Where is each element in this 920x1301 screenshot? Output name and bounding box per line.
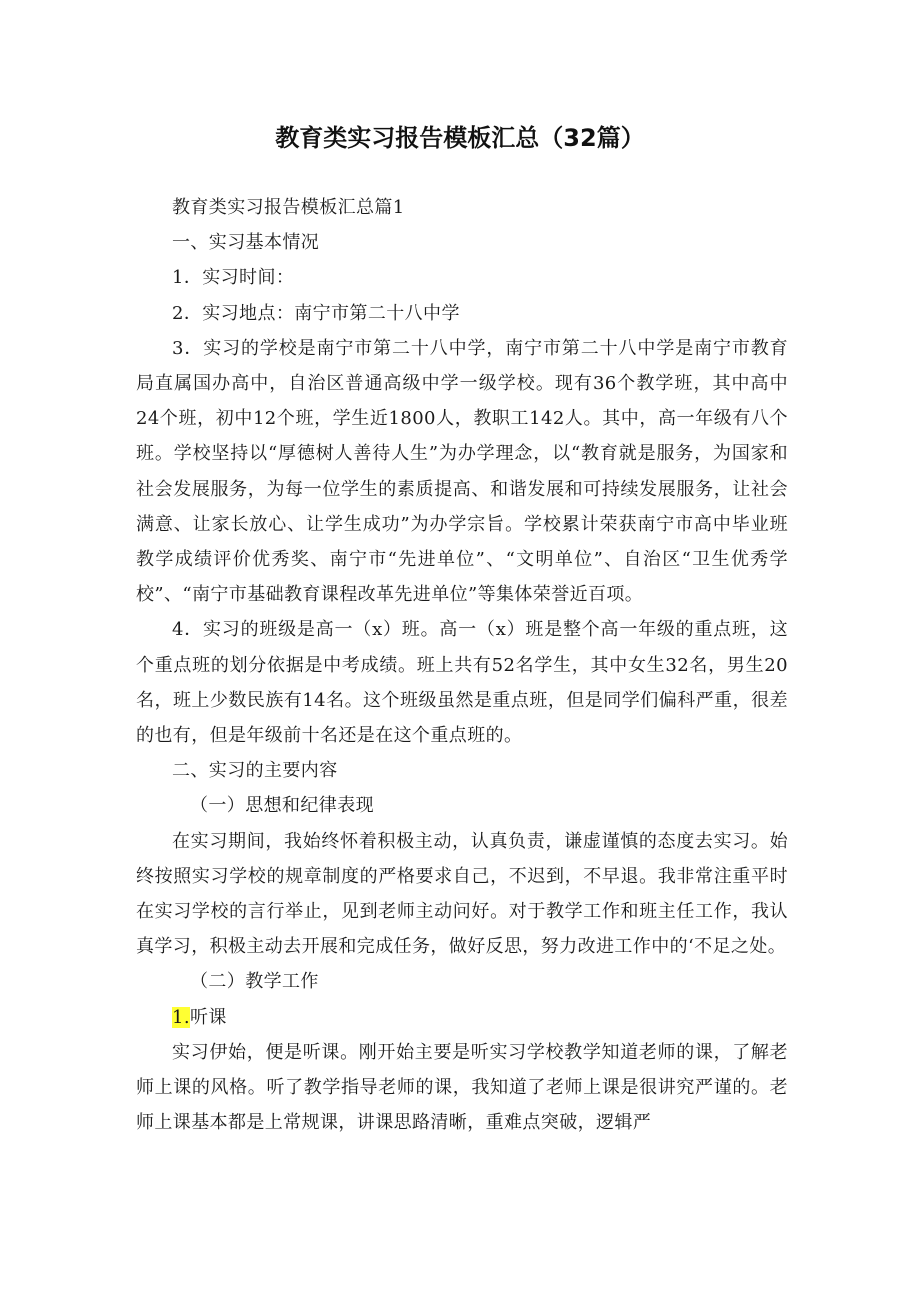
subsection-heading: （一）思想和纪律表现 — [190, 795, 374, 817]
body-paragraph: 实习伊始，便是听课。刚开始主要是听实习学校教学知道老师的课，了解老师上课的风格。听了教学指导老师的课，我知道了老师上课是很讲究严谨的。老师上课基本都是上常规课，讲课思路清晰，重难点突破，逻辑严 — [136, 1041, 788, 1134]
item-label: 听课 — [189, 1006, 227, 1028]
list-item: 1．实习时间： — [172, 267, 295, 289]
body-paragraph: 3．实习的学校是南宁市第二十八中学，南宁市第二十八中学是南宁市教育局直属国办高中，自治区普通高级中学一级学校。现有36个教学班，其中高中24个班，初中12个班，学生近1800人，教职工142人。其中，高一年级有八个班。学校坚持以“厚德树人善待人生”为办学理念，以“教育就是服务，为国家和社会发展服务，为每一位学生的素质提高、和谐发展和可持续发展服务，让社会满意、让家长放心、让学生成功”为办学宗旨。学校累计荣获南宁市高中毕业班教学成绩评价优秀奖、南宁市“先进单位”、“文明单位”、自治区“卫生优秀学校”、“南宁市基础教育课程改革先进单位”等集体荣誉近百项。 — [136, 337, 788, 606]
subsection-heading: （二）教学工作 — [190, 971, 319, 993]
document-title: 教育类实习报告模板汇总（32篇） — [275, 124, 645, 152]
list-item: 2．实习地点：南宁市第二十八中学 — [172, 302, 460, 324]
body-paragraph: 在实习期间，我始终怀着积极主动，认真负责，谦虚谨慎的态度去实习。始终按照实习学校的规章制度的严格要求自己，不迟到，不早退。我非常注重平时在实习学校的言行举止，见到老师主动问好。对于教学工作和班主任工作，我认真学习，积极主动去开展和完成任务，做好反思，努力改进工作中的‘不足之处。 — [136, 830, 788, 958]
highlighted-number: 1. — [172, 1006, 190, 1028]
body-paragraph: 4．实习的班级是高一（x）班。高一（x）班是整个高一年级的重点班，这个重点班的划分依据是中考成绩。班上共有52名学生，其中女生32名，男生20名，班上少数民族有14名。这个班级虽然是重点班，但是同学们偏科严重，很差的也有，但是年级前十名还是在这个重点班的。 — [136, 619, 788, 747]
section-heading: 教育类实习报告模板汇总篇1 — [172, 197, 405, 218]
section-heading: 一、实习基本情况 — [172, 232, 320, 254]
section-heading: 二、实习的主要内容 — [172, 760, 338, 782]
numbered-item — [136, 1000, 788, 1035]
document-body — [136, 190, 788, 1140]
